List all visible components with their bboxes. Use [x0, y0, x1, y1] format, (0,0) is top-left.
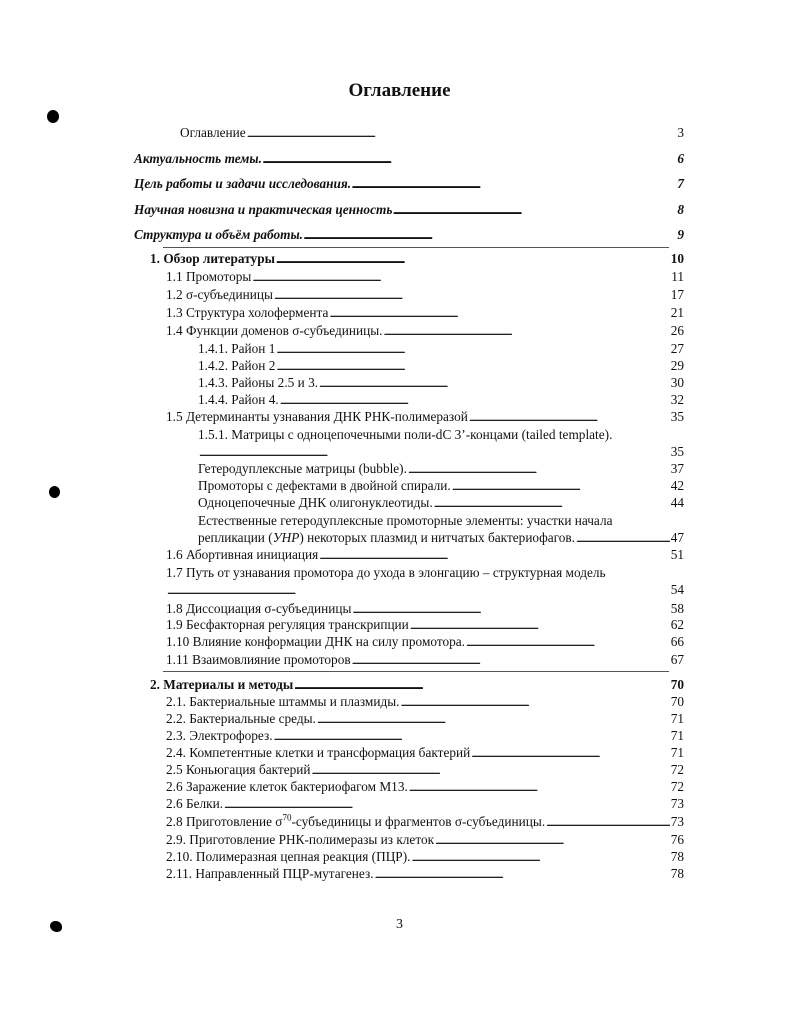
- leader-dots: [375, 865, 670, 883]
- toc-page-number: 58: [670, 601, 684, 616]
- toc-page-number: 72: [670, 779, 684, 794]
- toc-page-number: 76: [670, 832, 684, 847]
- toc-entry[interactable]: [134, 226, 684, 243]
- leader-dots: [576, 529, 670, 547]
- toc-entry-text: 1.4.2. Район 2: [198, 358, 276, 373]
- toc-page-number: 11: [671, 269, 684, 284]
- leader-dots: [224, 795, 670, 813]
- toc-entry-text[interactable]: Естественные гетеродуплексные промоторные элементы: участки начала: [198, 513, 613, 528]
- toc-page-number: 6: [677, 151, 684, 166]
- toc-page-number: 42: [670, 478, 684, 493]
- leader-dots: [393, 201, 676, 219]
- leader-dots: [409, 778, 670, 796]
- toc-entry[interactable]: [166, 600, 684, 617]
- toc-page-number: 8: [677, 202, 684, 217]
- leader-dots: [410, 616, 670, 634]
- toc-entry[interactable]: [166, 633, 684, 650]
- toc-page-number: 73: [670, 814, 684, 829]
- toc-page-number: 72: [670, 762, 684, 777]
- toc-entry-text: 1.9 Бесфакторная регуляция транскрипции: [166, 617, 409, 632]
- leader-dots: [546, 813, 670, 831]
- toc-entry[interactable]: [198, 374, 684, 391]
- toc-entry-text: 1.10 Влияние конформации ДНК на силу промотора.: [166, 634, 465, 649]
- toc-entry-text: Научная новизна и практическая ценность: [134, 202, 393, 217]
- toc-entry[interactable]: [166, 831, 684, 848]
- leader-dots: [167, 581, 670, 599]
- toc-entry-text: 2.10. Полимеразная цепная реакция (ПЦР).: [166, 849, 411, 864]
- toc-page-number: 32: [670, 392, 684, 407]
- toc-entry-text[interactable]: 1.5.1. Матрицы с одноцепочечными поли-dC 3’-концами (tailed template).: [198, 427, 613, 442]
- toc-entry-text: 1.8 Диссоциация σ-субъединицы: [166, 601, 352, 616]
- toc-page-number: 54: [670, 582, 684, 597]
- toc-page-number: 3: [677, 125, 684, 140]
- toc-page-number: 73: [670, 796, 684, 811]
- toc-entry-text: 1.2 σ-субъединицы: [166, 287, 273, 302]
- leader-dots: [469, 408, 670, 426]
- toc-entry[interactable]: [166, 268, 684, 285]
- toc-entry[interactable]: [166, 322, 684, 339]
- toc-entry-text: Промоторы с дефектами в двойной спирали.: [198, 478, 451, 493]
- leader-dots: [252, 268, 670, 286]
- toc-page-number: 51: [670, 547, 684, 562]
- toc-entry-text: репликации (УНР) некоторых плазмид и нитчатых бактериофагов.: [198, 530, 575, 545]
- toc-entry-text: 2.6 Заражение клеток бактериофагом М13.: [166, 779, 408, 794]
- toc-entry-text: 1.3 Структура холофермента: [166, 305, 329, 320]
- leader-dots: [317, 710, 670, 728]
- toc-entry-text: 2.8 Приготовление $\sigma^{70}$-субъединицы и фрагментов σ-субъединицы.: [166, 812, 546, 829]
- toc-entry[interactable]: [134, 175, 684, 192]
- chapter-title: 2. Материалы и методы: [150, 677, 294, 692]
- punch-hole-mark: [47, 110, 59, 123]
- toc-entry[interactable]: [166, 778, 684, 795]
- toc-page-number: 30: [670, 375, 684, 390]
- leader-dots: [352, 651, 670, 669]
- toc-entry[interactable]: [166, 795, 684, 812]
- toc-page-number: 10: [670, 251, 684, 266]
- toc-entry[interactable]: [166, 761, 684, 778]
- leader-dots: [276, 250, 670, 268]
- toc-entry-text: 1.4.1. Район 1: [198, 341, 276, 356]
- toc-entry[interactable]: [166, 710, 684, 727]
- toc-entry-text: 1.5 Детерминанты узнавания ДНК РНК-полимеразой: [166, 409, 468, 424]
- leader-dots: [384, 322, 670, 340]
- toc-entry-text[interactable]: 1.7 Путь от узнавания промотора до ухода в элонгацию – структурная модель: [166, 565, 606, 580]
- toc-entry-text: Гетеродуплексные матрицы (bubble).: [198, 461, 407, 476]
- toc-page-number: 67: [670, 652, 684, 667]
- toc-entry-text: 1.4.4. Район 4.: [198, 392, 279, 407]
- leader-dots: [312, 761, 670, 779]
- toc-entry[interactable]: [198, 477, 684, 494]
- toc-page-number: 35: [670, 409, 684, 424]
- toc-entry-text: 1.4.3. Районы 2.5 и 3.: [198, 375, 319, 390]
- toc-page-number: 26: [670, 323, 684, 338]
- toc-entry-text: 2.1. Бактериальные штаммы и плазмиды.: [166, 694, 400, 709]
- toc-page-number: 47: [670, 530, 684, 545]
- toc-entry-text: Оглавление: [180, 125, 246, 140]
- toc-entry[interactable]: [134, 201, 684, 218]
- toc-entry[interactable]: [198, 340, 684, 357]
- leader-dots: [276, 340, 669, 358]
- toc-entry-text: 2.3. Электрофорез.: [166, 728, 273, 743]
- toc-entry[interactable]: [166, 693, 684, 710]
- toc-page-number: 35: [670, 444, 684, 459]
- leader-dots: [400, 693, 669, 711]
- leader-dots: [408, 460, 670, 478]
- toc-page-number: 78: [670, 866, 684, 881]
- divider: [163, 671, 669, 672]
- toc-page-number: 78: [670, 849, 684, 864]
- leader-dots: [466, 633, 670, 651]
- toc-entry-text: 2.4. Компетентные клетки и трансформация бактерий: [166, 745, 471, 760]
- toc-entry-text: 1.4 Функции доменов σ-субъединицы.: [166, 323, 383, 338]
- leader-dots: [434, 494, 670, 512]
- toc-entry-text: 2.2. Бактериальные среды.: [166, 711, 316, 726]
- toc-entry[interactable]: [166, 865, 684, 882]
- toc-entry-text: 1.1 Промоторы: [166, 269, 252, 284]
- toc-page-number: 37: [670, 461, 684, 476]
- leader-dots: [352, 175, 676, 193]
- toc-entry[interactable]: [166, 727, 684, 744]
- toc-page-number: 7: [677, 176, 684, 191]
- toc-entry-text: 2.6 Белки.: [166, 796, 224, 811]
- toc-page-number: 71: [670, 711, 684, 726]
- toc-entry-text: 2.11. Направленный ПЦР-мутагенез.: [166, 866, 374, 881]
- leader-dots: [471, 744, 669, 762]
- toc-page-number: 27: [670, 341, 684, 356]
- toc-page-number: 70: [670, 694, 684, 709]
- toc-entry-text: 2.9. Приготовление РНК-полимеразы из клеток: [166, 832, 435, 847]
- toc-entry[interactable]: [166, 546, 684, 563]
- punch-hole-mark: [49, 486, 60, 498]
- toc-entry-text: 1.6 Абортивная инициация: [166, 547, 319, 562]
- toc-entry-text: Одноцепочечные ДНК олигонуклеотиды.: [198, 495, 433, 510]
- chapter-title: Обзор литературы: [163, 251, 275, 266]
- toc-entry[interactable]: [198, 357, 684, 374]
- leader-dots: [276, 357, 669, 375]
- toc-page-number: 21: [670, 305, 684, 320]
- toc-page-number: 9: [677, 227, 684, 242]
- leader-dots: [411, 848, 669, 866]
- toc-page-number: 71: [670, 728, 684, 743]
- toc-entry[interactable]: [166, 286, 684, 303]
- leader-dots: [304, 226, 676, 244]
- leader-dots: [294, 676, 669, 694]
- toc-entry[interactable]: [166, 408, 684, 425]
- leader-dots: [280, 391, 670, 409]
- toc-entry-continuation[interactable]: [198, 443, 684, 460]
- leader-dots: [274, 727, 670, 745]
- toc-entry[interactable]: [166, 813, 684, 830]
- page-number: 3: [396, 917, 403, 932]
- chapter-heading[interactable]: [150, 676, 684, 693]
- toc-entry[interactable]: [180, 124, 684, 141]
- toc-entry[interactable]: [166, 744, 684, 761]
- toc-entry[interactable]: [166, 651, 684, 668]
- leader-dots: [247, 124, 677, 142]
- toc-entry-continuation[interactable]: [198, 529, 684, 546]
- toc-entry[interactable]: [166, 616, 684, 633]
- leader-dots: [274, 286, 670, 304]
- toc-entry[interactable]: [166, 848, 684, 865]
- toc-entry-continuation[interactable]: [166, 581, 684, 598]
- leader-dots: [452, 477, 670, 495]
- toc-entry[interactable]: [198, 460, 684, 477]
- page-title: Оглавление: [348, 80, 451, 101]
- toc-page-number: 66: [670, 634, 684, 649]
- toc-page-number: 44: [670, 495, 684, 510]
- leader-dots: [435, 831, 670, 849]
- chapter-number: 1.: [150, 251, 160, 266]
- leader-dots: [199, 443, 670, 461]
- leader-dots: [329, 304, 669, 322]
- toc-page-number: 71: [670, 745, 684, 760]
- leader-dots: [319, 374, 670, 392]
- chapter-heading[interactable]: [150, 250, 684, 267]
- toc-page-number: 62: [670, 617, 684, 632]
- leader-dots: [263, 150, 676, 168]
- toc-entry-text: 2.5 Коньюгация бактерий: [166, 762, 311, 777]
- toc-entry-text: 1.11 Взаимовлияние промоторов: [166, 652, 351, 667]
- toc-entry-text: Актуальность темы.: [134, 151, 262, 166]
- toc-entry[interactable]: [134, 150, 684, 167]
- toc-entry-text: Структура и объём работы.: [134, 227, 304, 242]
- toc-entry-text: Цель работы и задачи исследования.: [134, 176, 352, 191]
- toc-entry[interactable]: [166, 304, 684, 321]
- toc-entry[interactable]: [198, 494, 684, 511]
- leader-dots: [319, 546, 669, 564]
- toc-page-number: 70: [670, 677, 684, 692]
- punch-hole-mark: [50, 921, 62, 932]
- toc-page-number: 17: [670, 287, 684, 302]
- toc-entry[interactable]: [198, 391, 684, 408]
- divider: [163, 247, 669, 248]
- toc-page-number: 29: [670, 358, 684, 373]
